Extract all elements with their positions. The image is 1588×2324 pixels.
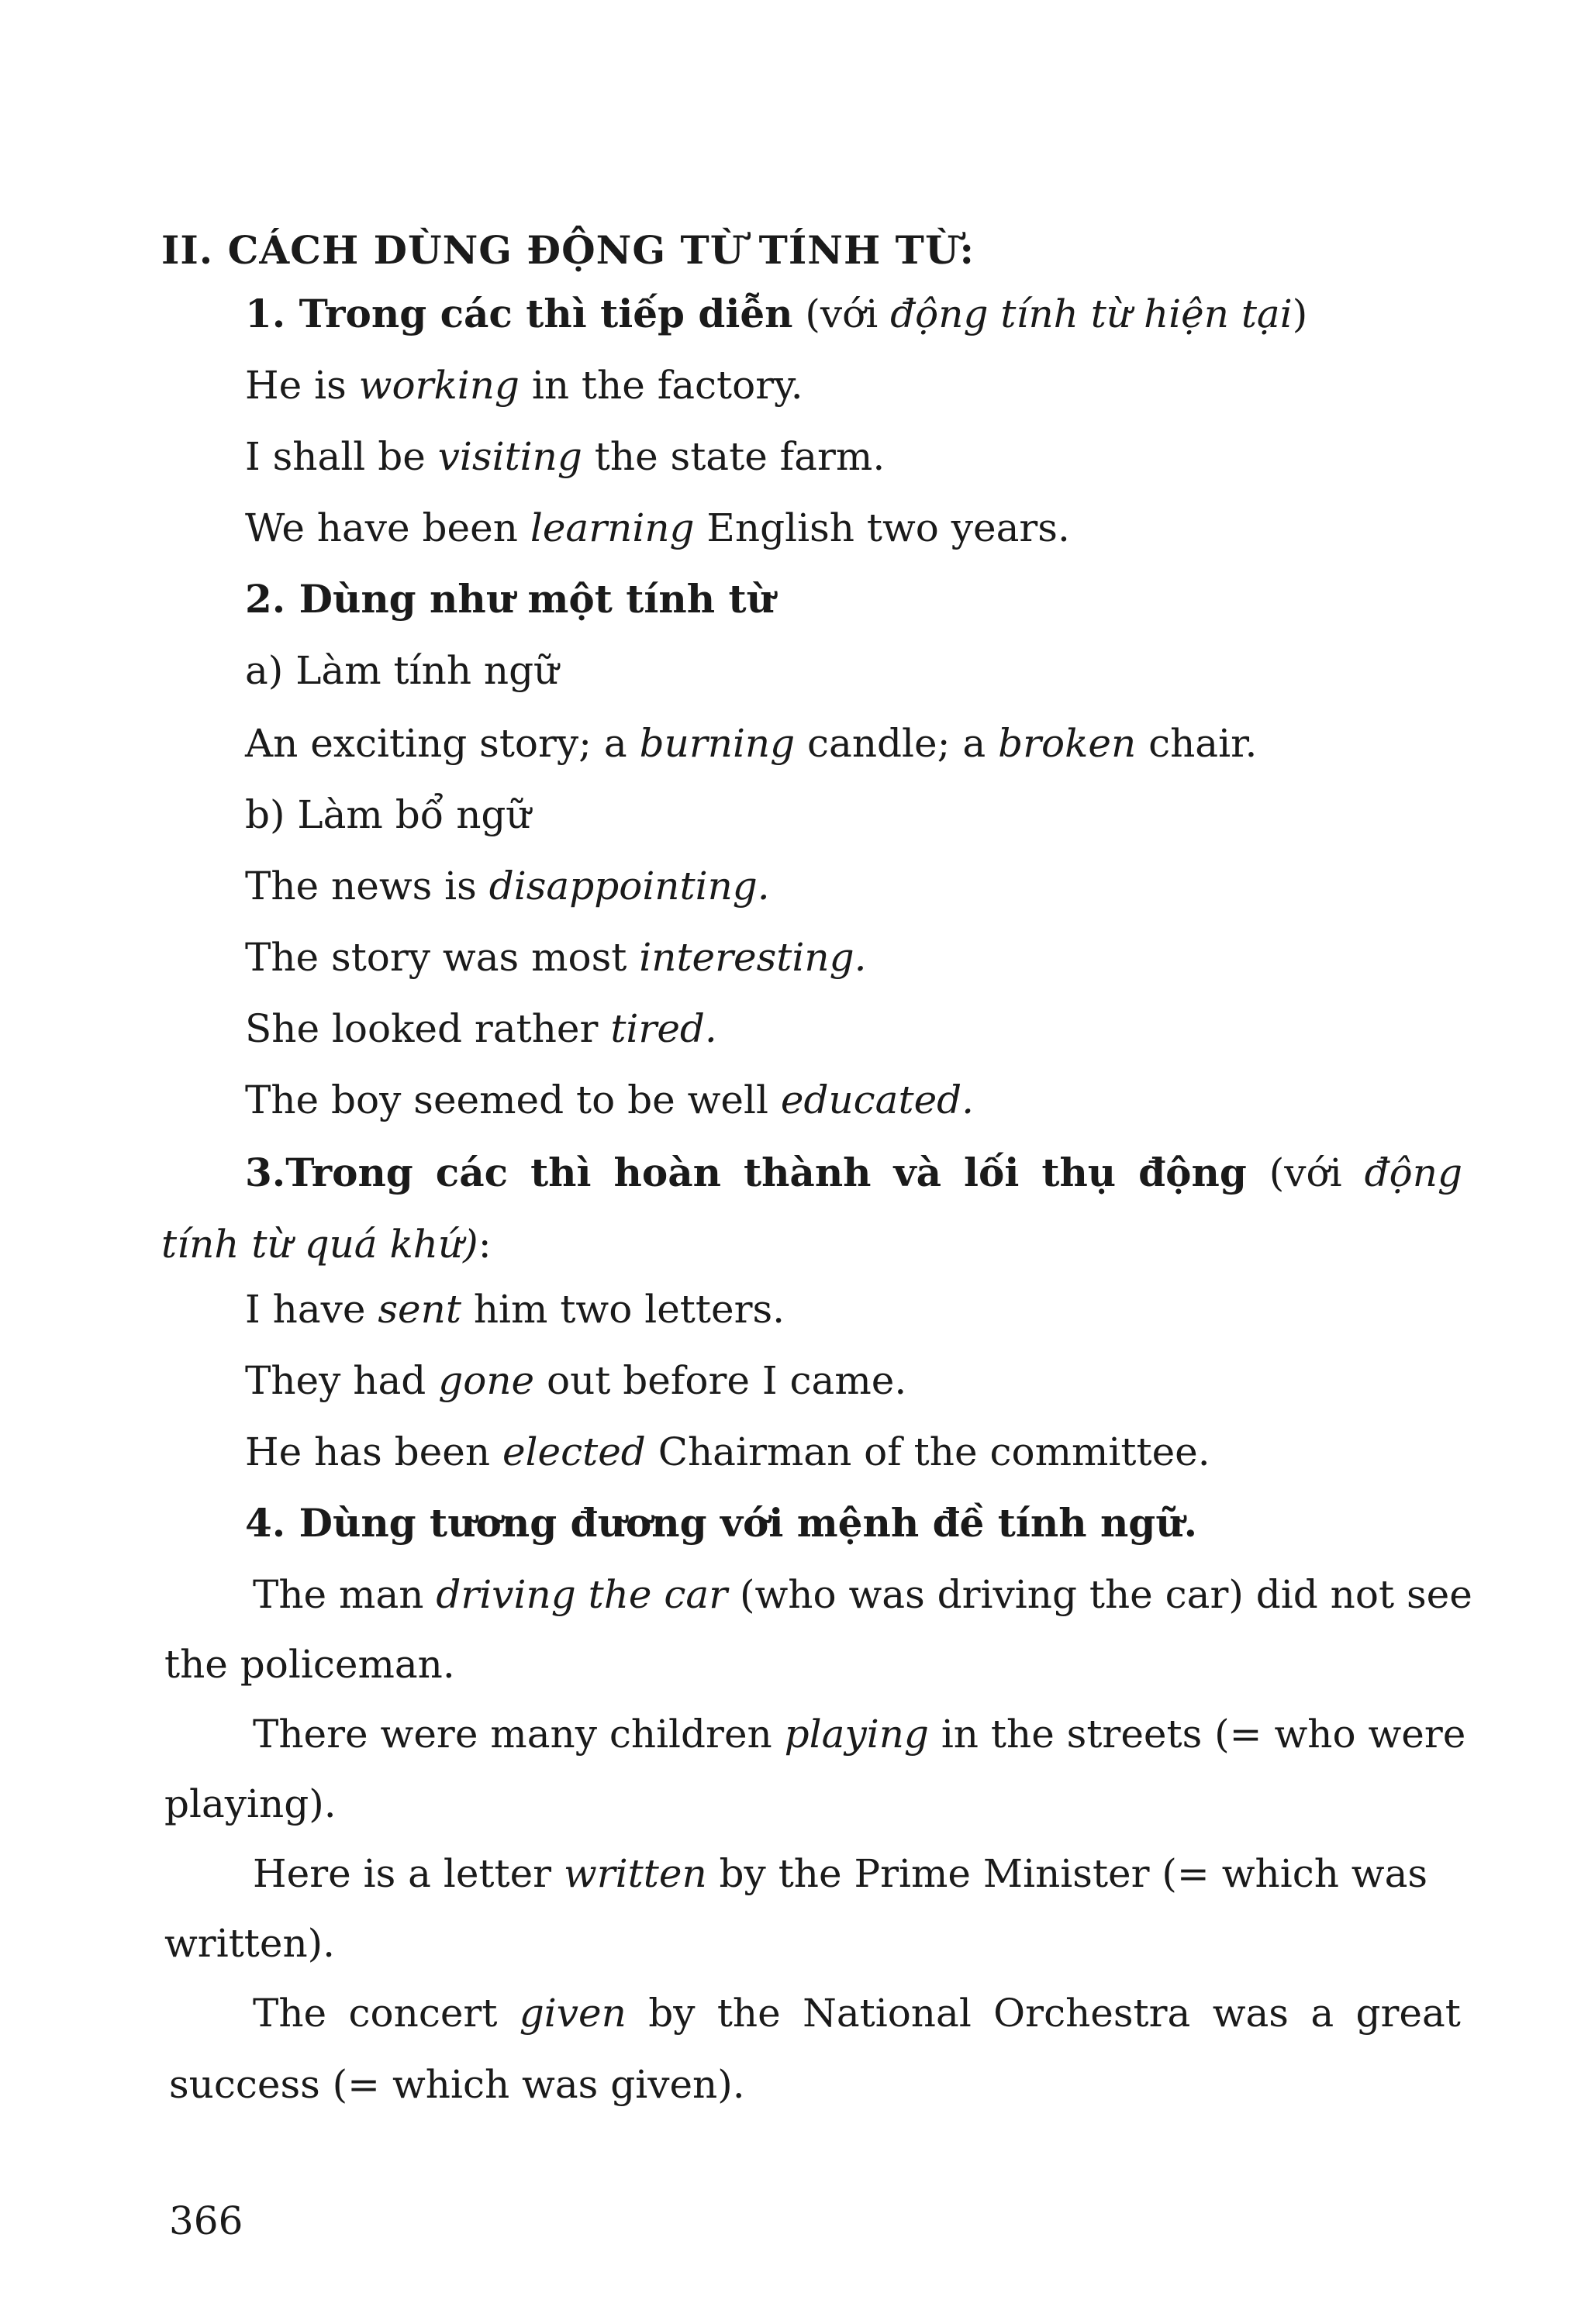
italic-word: sent bbox=[378, 1287, 461, 1332]
section-3-note-italic-cont: tính từ quá khứ) bbox=[161, 1222, 478, 1267]
text-run: The man bbox=[253, 1572, 437, 1617]
heading-word: hoàn bbox=[613, 1150, 721, 1195]
italic-word: gone bbox=[438, 1358, 535, 1403]
text-run: There were many children bbox=[253, 1712, 785, 1757]
text-run: by the Prime Minister (= which was bbox=[706, 1851, 1428, 1896]
italic-phrase: driving the car bbox=[436, 1572, 728, 1617]
text-run: candle; a bbox=[795, 721, 999, 766]
text-run: in the streets (= who were bbox=[928, 1712, 1466, 1757]
text-run: in the factory. bbox=[519, 363, 803, 408]
paragraph-line: success (= which was given). bbox=[169, 2062, 745, 2107]
heading-word: động bbox=[1138, 1150, 1247, 1195]
paragraph-line: playing). bbox=[164, 1781, 337, 1826]
section-2-heading: 2. Dùng như một tính từ bbox=[245, 576, 775, 622]
heading-word: thì bbox=[530, 1150, 592, 1195]
italic-word: tired. bbox=[610, 1006, 717, 1051]
example-sentence bbox=[245, 434, 885, 479]
italic-word: given bbox=[519, 1991, 627, 2036]
text-run: The boy seemed to be well bbox=[245, 1078, 781, 1122]
word: was bbox=[1212, 1991, 1289, 2036]
example-sentence bbox=[245, 1429, 1210, 1474]
section-3-note-open: (với bbox=[1269, 1150, 1342, 1195]
heading-word: và bbox=[893, 1150, 941, 1195]
heading-word: thành bbox=[743, 1150, 872, 1195]
example-sentence bbox=[245, 505, 1070, 550]
text-run: chair. bbox=[1136, 721, 1258, 766]
section-3-note-italic: động bbox=[1364, 1150, 1462, 1195]
italic-word: visiting bbox=[437, 434, 582, 479]
heading-word: các bbox=[435, 1150, 509, 1195]
example-sentence bbox=[245, 1006, 717, 1051]
italic-word: educated. bbox=[780, 1078, 975, 1122]
example-sentence bbox=[245, 935, 867, 980]
section-1-heading: 1. Trong các thì tiếp diễn bbox=[245, 291, 793, 336]
word: The bbox=[253, 1991, 327, 2036]
word: concert bbox=[348, 1991, 498, 2036]
text-run: The story was most bbox=[245, 935, 640, 980]
text-run: An exciting story; a bbox=[245, 721, 640, 766]
text-run: the state farm. bbox=[582, 434, 885, 479]
paragraph-line-justified bbox=[253, 1991, 1461, 2036]
section-1-note-open: (với bbox=[792, 291, 891, 336]
text-run: We have been bbox=[245, 505, 530, 550]
italic-word: interesting. bbox=[639, 935, 867, 980]
word: a bbox=[1310, 1991, 1334, 2036]
text-run: They had bbox=[245, 1358, 439, 1403]
heading-word: 3.Trong bbox=[245, 1150, 413, 1195]
subsection-a-label: a) Làm tính ngữ bbox=[245, 648, 559, 693]
section-title: II. CÁCH DÙNG ĐỘNG TỪ TÍNH TỪ: bbox=[161, 227, 975, 273]
word: National bbox=[803, 1991, 972, 2036]
text-run: English two years. bbox=[694, 505, 1070, 550]
text-run: out before I came. bbox=[534, 1358, 907, 1403]
colon: : bbox=[478, 1222, 492, 1267]
italic-word: elected bbox=[502, 1429, 646, 1474]
text-run: The news is bbox=[245, 864, 489, 909]
heading-word: thụ bbox=[1041, 1150, 1117, 1195]
paragraph-line: written). bbox=[164, 1921, 336, 1966]
example-sentence bbox=[245, 1287, 785, 1332]
text-run: I have bbox=[245, 1287, 378, 1332]
paragraph-line bbox=[253, 1572, 1472, 1617]
paragraph-line: the policeman. bbox=[164, 1642, 455, 1687]
text-run: (who was driving the car) did not see bbox=[727, 1572, 1472, 1617]
italic-word: working bbox=[358, 363, 520, 408]
italic-word: playing bbox=[784, 1712, 929, 1757]
example-sentence bbox=[245, 864, 770, 909]
italic-word: burning bbox=[639, 721, 796, 766]
text-run: him two letters. bbox=[461, 1287, 785, 1332]
word: great bbox=[1355, 1991, 1461, 2036]
text-run: He has been bbox=[245, 1429, 502, 1474]
text-run: He is bbox=[245, 363, 359, 408]
section-1-heading-line bbox=[245, 291, 1308, 336]
word: by bbox=[648, 1991, 696, 2036]
text-run: She looked rather bbox=[245, 1006, 611, 1051]
text-run: I shall be bbox=[245, 434, 438, 479]
example-sentence bbox=[245, 363, 803, 408]
section-1-note-italic: động tính từ hiện tại bbox=[890, 291, 1293, 336]
example-sentence bbox=[245, 1358, 907, 1403]
example-sentence bbox=[245, 1078, 975, 1122]
word: the bbox=[716, 1991, 781, 2036]
text-run: Here is a letter bbox=[253, 1851, 564, 1896]
section-3-heading-line bbox=[245, 1150, 1462, 1195]
example-sentence bbox=[245, 721, 1258, 766]
section-1-note-close: ) bbox=[1292, 291, 1308, 336]
paragraph-line bbox=[253, 1712, 1466, 1757]
italic-word: disappointing. bbox=[488, 864, 770, 909]
italic-word: learning bbox=[530, 505, 695, 550]
subsection-b-label: b) Làm bổ ngữ bbox=[245, 792, 531, 837]
section-3-heading-continuation bbox=[161, 1222, 492, 1267]
italic-word: written bbox=[563, 1851, 707, 1896]
heading-word: lối bbox=[964, 1150, 1020, 1195]
page-number: 366 bbox=[169, 2198, 243, 2243]
italic-word: broken bbox=[998, 721, 1137, 766]
paragraph-line bbox=[253, 1851, 1428, 1896]
word: Orchestra bbox=[993, 1991, 1191, 2036]
text-run: Chairman of the committee. bbox=[645, 1429, 1210, 1474]
section-4-heading: 4. Dùng tương đương với mệnh đề tính ngữ. bbox=[245, 1500, 1198, 1546]
